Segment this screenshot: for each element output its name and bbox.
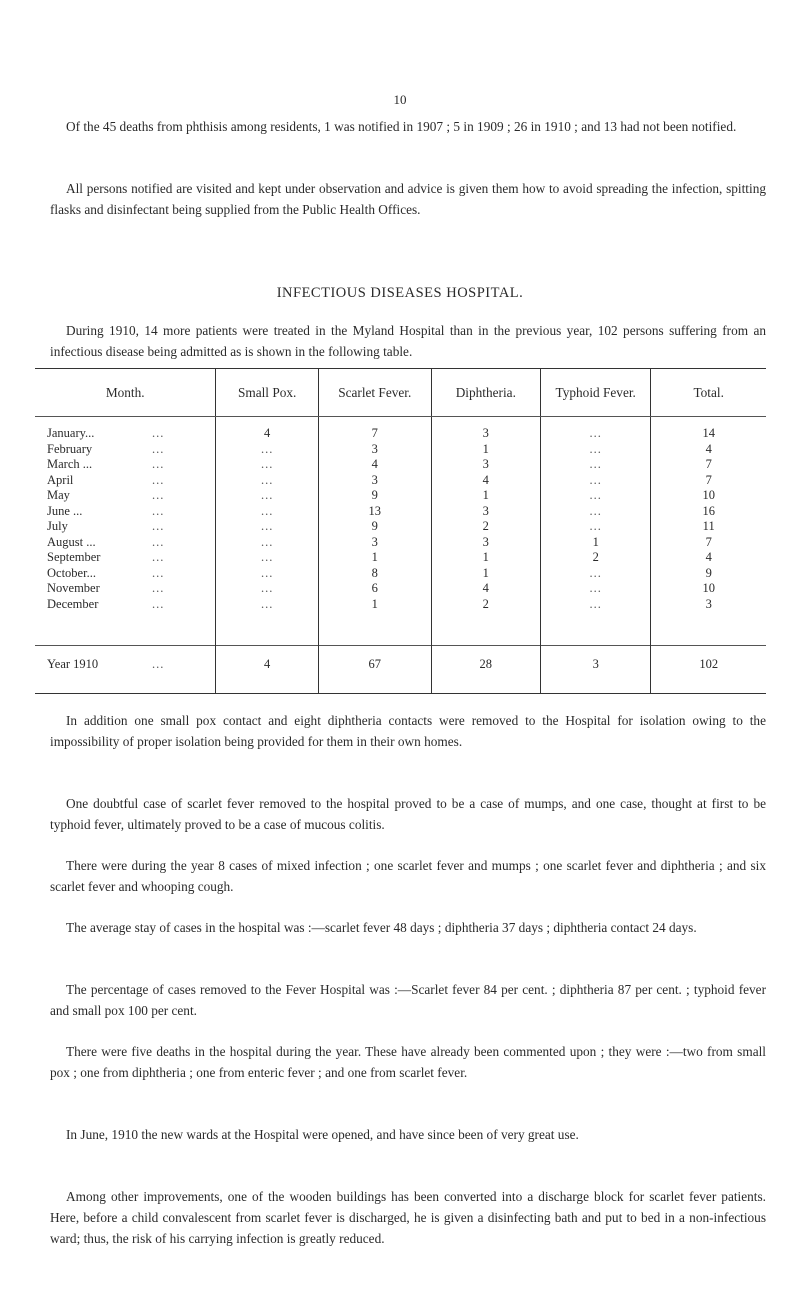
month-label: November (47, 581, 100, 595)
table-cell: 3 (482, 503, 489, 518)
table-cell: ... (260, 565, 274, 580)
month-label: May (47, 488, 70, 502)
table-row: September ... (47, 550, 165, 564)
table-cell: 2 (482, 519, 489, 533)
table-cell: ... (589, 581, 602, 595)
year-total-row (35, 646, 766, 694)
paragraph-mixed: There were during the year 8 cases of mixed infection ; one scarlet fever and mumps ; one scarlet fever and diphtheria ; and six scarlet fever and whooping cough. (50, 858, 766, 894)
table-cell: 4 (705, 441, 712, 456)
table-cell: ... (260, 472, 274, 487)
table-cell: 13 (368, 503, 381, 518)
year-typhoid-fever: 3 (541, 646, 651, 694)
table-cell: 1 (482, 488, 489, 502)
month-label: March ... (47, 457, 93, 471)
table-cell: 1 (371, 596, 378, 611)
month-label: September (47, 550, 101, 564)
table-cell: 1 (592, 534, 599, 549)
table-header-row (35, 369, 766, 417)
table-cell: ... (589, 596, 602, 611)
table-cell: ... (260, 503, 274, 518)
year-label: Year 1910 (47, 657, 99, 671)
table-cell: ... (589, 472, 602, 487)
table-cell: ... (589, 488, 602, 502)
header-total: Total. (651, 369, 766, 417)
table-row: January... ... (47, 426, 165, 440)
table-cell: 8 (371, 565, 378, 580)
table-cell: 16 (702, 503, 715, 518)
table-cell: ... (260, 488, 274, 502)
month-label: December (47, 596, 99, 611)
scarlet-fever-column (318, 417, 431, 646)
table-cell: 10 (702, 581, 715, 595)
table-row: November ... (47, 581, 165, 595)
paragraph-deaths: There were five deaths in the hospital during the year. These have already been commented upon ; they were :—two from small pox ; one from diphtheria ; one from enteric fever ; and one from scarlet fever. (50, 1044, 766, 1080)
month-label: June ... (47, 503, 83, 518)
table-cell: ... (260, 457, 274, 471)
table-cell: 3 (705, 596, 712, 611)
diphtheria-column (431, 417, 540, 646)
header-small-pox: Small Pox. (216, 369, 318, 417)
month-label: February (47, 441, 93, 456)
paragraph-intro: During 1910, 14 more patients were treated in the Myland Hospital than in the previous year, 102 persons suffering from an infectious disease being admitted as is shown in the following table. (50, 323, 766, 359)
month-label: October... (47, 565, 96, 580)
table-cell: 4 (482, 472, 489, 487)
table-cell: 7 (705, 457, 712, 471)
table-cell: 1 (482, 565, 489, 580)
year-small-pox: 4 (216, 646, 318, 694)
paragraph-percentage: The percentage of cases removed to the Fever Hospital was :—Scarlet fever 84 per cent. ; diphtheria 87 per cent. ; typhoid fever and small pox 100 per cent. (50, 982, 766, 1018)
small-pox-column (216, 417, 318, 646)
table-cell: ... (260, 534, 274, 549)
header-typhoid-fever: Typhoid Fever. (541, 369, 651, 417)
table-row: August ... ... (47, 534, 165, 549)
table-row: March ... ... (47, 457, 165, 471)
paragraph-doubtful: One doubtful case of scarlet fever removed to the hospital proved to be a case of mumps, and one case, thought at first to be typhoid fever, ultimately proved to be a case of mucous colitis. (50, 796, 766, 832)
table-cell: 9 (705, 565, 712, 580)
year-total: 102 (651, 646, 766, 694)
table-cell: 3 (371, 441, 378, 456)
month-label: January... (47, 426, 95, 440)
table-cell: ... (589, 441, 602, 456)
table-cell: 14 (702, 426, 715, 440)
table-cell: 2 (592, 550, 599, 564)
month-label: July (47, 519, 68, 533)
header-month: Month. (35, 369, 216, 417)
table-cell: ... (260, 441, 274, 456)
table-row: February ... (47, 441, 165, 456)
table-cell: 4 (482, 581, 489, 595)
table-cell: 4 (371, 457, 378, 471)
month-label: August ... (47, 534, 96, 549)
table-cell: ... (589, 457, 602, 471)
table-cell: 2 (482, 596, 489, 611)
table-row: December ... (47, 596, 165, 611)
monthly-rows (35, 417, 766, 646)
paragraph-contacts: In addition one small pox contact and eight diphtheria contacts were removed to the Hospital for isolation owing to the impossibility of proper isolation being provided for them in their own homes. (50, 713, 766, 749)
table-cell: ... (589, 519, 602, 533)
table-cell: 11 (702, 519, 715, 533)
table-cell: 9 (371, 488, 378, 502)
total-column (651, 417, 766, 646)
paragraph-phthisis: Of the 45 deaths from phthisis among residents, 1 was notified in 1907 ; 5 in 1909 ; 26 in 1910 ; and 13 had not been notified. (66, 119, 737, 134)
table-row: May ... (47, 488, 165, 502)
paragraph-wards: In June, 1910 the new wards at the Hospital were opened, and have since been of very great use. (66, 1127, 579, 1142)
table-cell: 7 (371, 426, 378, 440)
year-diphtheria: 28 (431, 646, 540, 694)
table-cell: 3 (371, 472, 378, 487)
table-cell: 1 (482, 550, 489, 564)
table-row: October... ... (47, 565, 165, 580)
month-column (35, 417, 216, 646)
table-cell: ... (260, 550, 274, 564)
table-cell: 3 (482, 426, 489, 440)
table-row: June ... ... (47, 503, 165, 518)
table-row: July ... (47, 519, 165, 533)
table-cell: ... (260, 596, 274, 611)
table-cell: 7 (705, 534, 712, 549)
table-cell: 6 (371, 581, 378, 595)
admissions-table (35, 368, 766, 694)
table-cell: ... (260, 581, 274, 595)
section-heading: INFECTIOUS DISEASES HOSPITAL. (276, 285, 524, 301)
table-cell: 3 (482, 534, 489, 549)
paragraph-visits: All persons notified are visited and kept under observation and advice is given them how to avoid spreading the infection, spitting flasks and disinfectant being supplied from the Public Health Offices. (50, 181, 766, 217)
table-cell: 9 (371, 519, 378, 533)
table-cell: 10 (702, 488, 715, 502)
table-cell: 1 (482, 441, 489, 456)
year-label-cell: Year 1910 ... (35, 646, 216, 694)
typhoid-fever-column (541, 417, 651, 646)
table-cell: ... (589, 503, 602, 518)
table-cell: 3 (371, 534, 378, 549)
table-cell: ... (589, 426, 602, 440)
table-cell: 7 (705, 472, 712, 487)
year-scarlet-fever: 67 (318, 646, 431, 694)
table-row: April ... (47, 472, 165, 487)
header-scarlet-fever: Scarlet Fever. (318, 369, 431, 417)
table-cell: 3 (482, 457, 489, 471)
table-cell: 4 (264, 426, 271, 440)
table-cell: 1 (371, 550, 378, 564)
header-diphtheria: Diphtheria. (431, 369, 540, 417)
table-cell: ... (589, 565, 602, 580)
paragraph-improvements: Among other improvements, one of the wooden buildings has been converted into a discharge block for scarlet fever patients. Here, before a child convalescent from scarlet fever is discharged, he is given a disinfecting bath and put to bed in a non-infectious ward; thus, the risk of his carrying infection is greatly reduced. (50, 1189, 766, 1246)
table-cell: 4 (705, 550, 712, 564)
table-cell: ... (260, 519, 274, 533)
month-label: April (47, 472, 74, 487)
page-number: 10 (393, 92, 407, 107)
paragraph-stay: The average stay of cases in the hospital was :—scarlet fever 48 days ; diphtheria 37 days ; diphtheria contact 24 days. (66, 920, 697, 935)
